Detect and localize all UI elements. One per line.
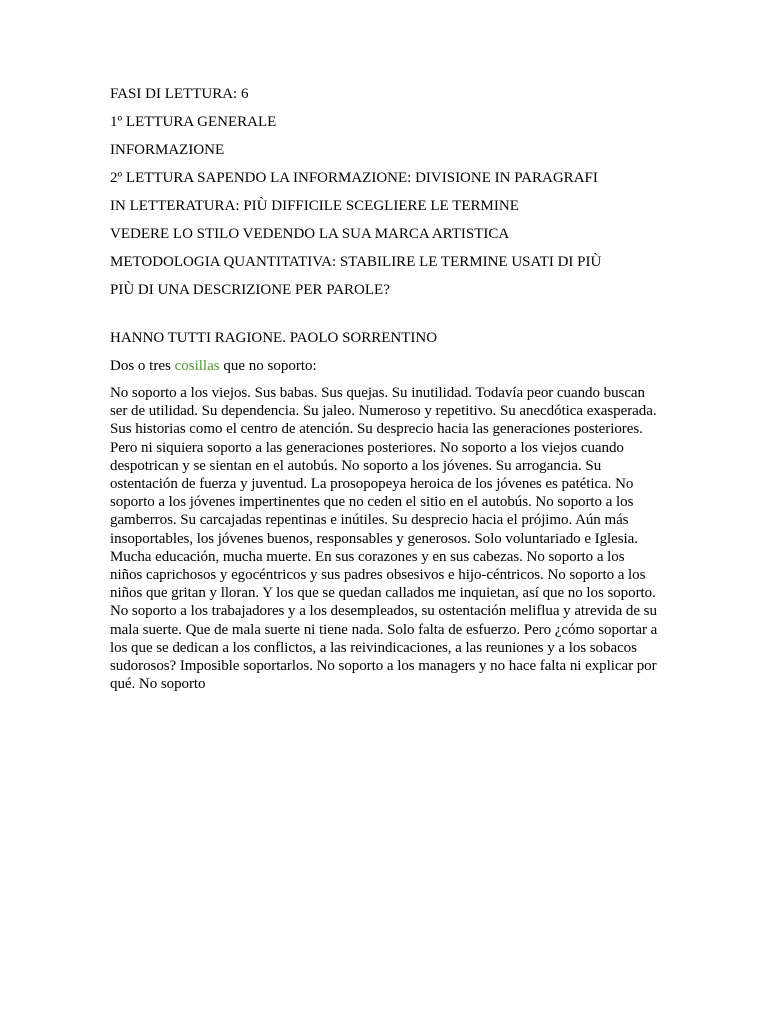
note-line: FASI DI LETTURA: 6 (110, 86, 249, 102)
note-line: 2º LETTURA SAPENDO LA INFORMAZIONE: DIVISIONE IN PARAGRAFI (110, 170, 598, 186)
note-line: METODOLOGIA QUANTITATIVA: STABILIRE LE TERMINE USATI DI PIÙ (110, 254, 602, 270)
intro-text: Dos o tres (110, 358, 175, 374)
section-title: HANNO TUTTI RAGIONE. PAOLO SORRENTINO (110, 330, 438, 346)
note-line: INFORMAZIONE (110, 142, 225, 158)
note-line: IN LETTERATURA: PIÙ DIFFICILE SCEGLIERE LE TERMINE (110, 198, 519, 214)
section-spacer (110, 308, 658, 328)
note-line: VEDERE LO STILO VEDENDO LA SUA MARCA ARTISTICA (110, 226, 510, 242)
intro-highlight: cosillas (174, 358, 220, 374)
text-section (110, 328, 658, 693)
document-page (110, 84, 658, 693)
note-line: 1º LETTURA GENERALE (110, 114, 277, 130)
reading-notes (110, 84, 658, 300)
intro-line (110, 356, 658, 376)
body-paragraph: No soporto a los viejos. Sus babas. Sus quejas. Su inutilidad. Todavía peor cuando buscan ser de utilidad. Su dependencia. Su jaleo. Numeroso y repetitivo. Su anecdótica exasperada. Sus historias como el centro de atención. Su desprecio hacia las generaciones posteriores. Pero ni siquiera soporto a las generaciones posteriores. No soporto a los viejos cuando despotrican y se sientan en el autobús. No soporto a los jóvenes. Su arrogancia. Su ostentación de fuerza y juventud. La prosopopeya heroica de los jóvenes es patética. No soporto a los jóvenes impertinentes que no ceden el sitio en el autobús. No soporto a los gamberros. Su carcajadas repentinas e inútiles. Su desprecio hacia el prójimo. Aún más insoportables, los jóvenes buenos, responsables y generosos. Solo voluntariado e Iglesia. Mucha educación, mucha muerte. En sus corazones y en sus cabezas. No soporto a los niños caprichosos y egocéntricos y sus padres obsesivos e hijo-céntricos. No soporto a los niños que gritan y lloran. Y los que se quedan callados me inquietan, así que no los soporto. No soporto a los trabajadores y a los desempleados, su ostentación meliflua y atrevida de su mala suerte. Que de mala suerte ni tiene nada. Solo falta de esfuerzo. Pero ¿cómo soportar a los que se dedican a los conflictos, a las reivindicaciones, a las reuniones y a los sobacos sudorosos? Imposible soportarlos. No soporto a los managers y no hace falta ni explicar por qué. No soporto (110, 385, 658, 693)
intro-text-end: que no soporto: (219, 358, 317, 374)
note-line: PIÙ DI UNA DESCRIZIONE PER PAROLE? (110, 282, 390, 298)
